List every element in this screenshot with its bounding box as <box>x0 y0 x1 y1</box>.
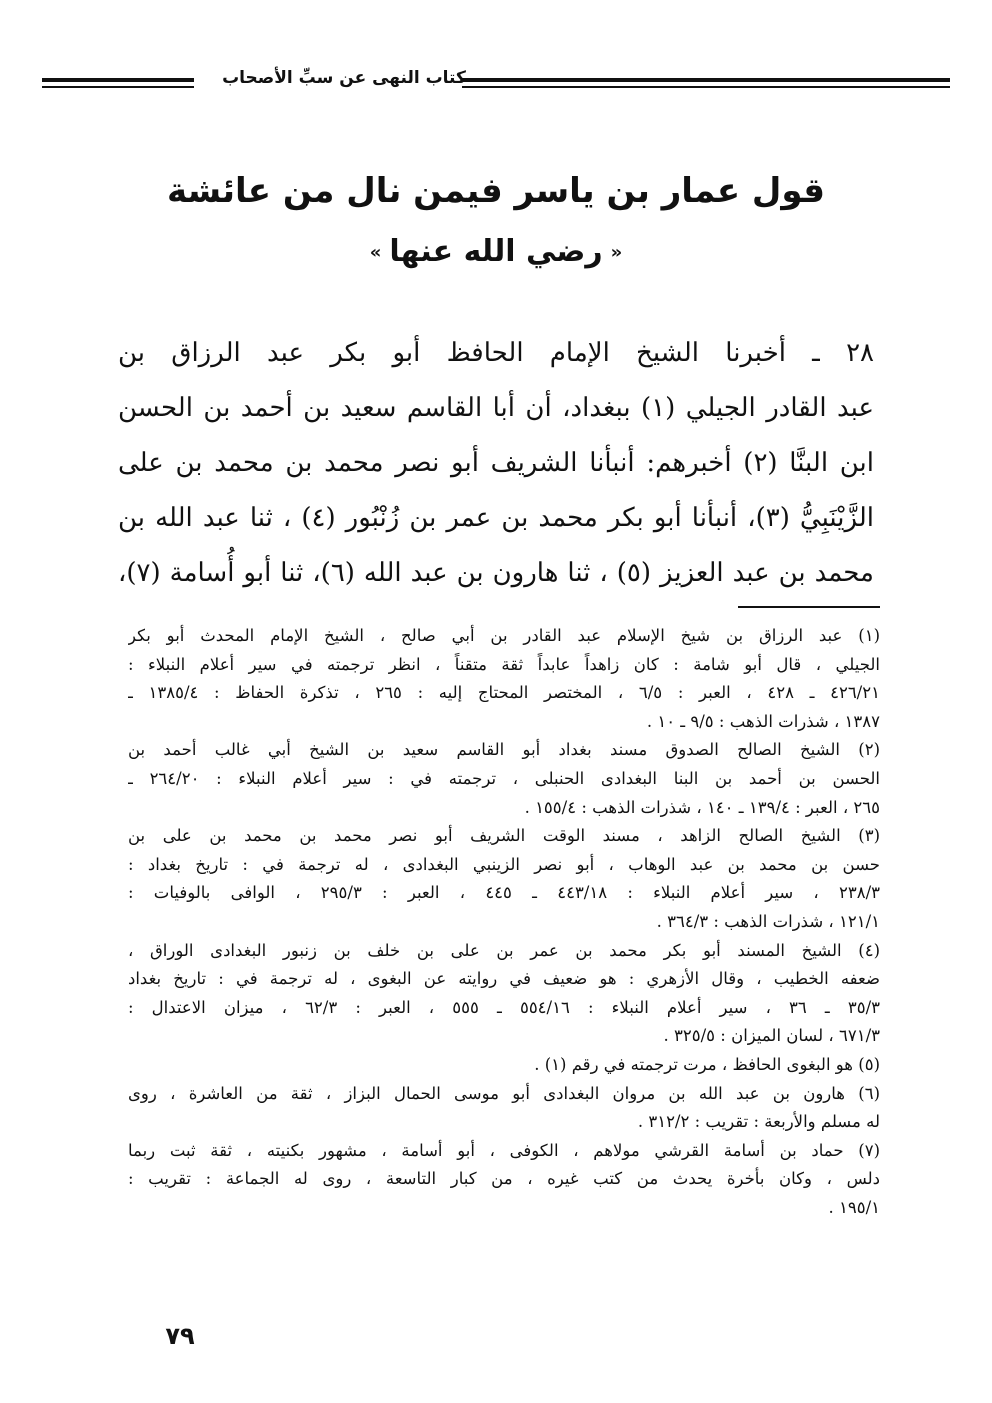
title-main: قول عمار بن ياسر فيمن نال من عائشة <box>167 171 825 211</box>
body-line: ٢٨ ـ أخبرنا الشيخ الإمام الحافظ أبو بكر عبد الرزاق بن <box>118 338 874 368</box>
footnote-3 <box>128 822 880 936</box>
footnote-line: ٣٥/٣ ـ ٣٦ ، سير أعلام النبلاء : ٥٥٤/١٦ ـ ٥٥٥ ، العبر : ٦٢/٣ ، ميزان الاعتدال : <box>128 997 880 1017</box>
footnote-line: ٢٦٥ ، العبر : ١٣٩/٤ ـ ١٤٠ ، شذرات الذهب : ١٥٥/٤ . <box>524 797 880 817</box>
footnote-6 <box>128 1080 880 1137</box>
footnote-line: (٣) الشيخ الصالح الزاهد ، مسند الوقت الشريف أبو نصر محمد بن محمد بن على بن <box>128 826 880 846</box>
running-title: كتاب النهى عن سبِّ الأصحاب <box>222 68 466 88</box>
main-text <box>118 326 874 601</box>
body-line: محمد بن عبد العزيز (٥) ، ثنا هارون بن عبد الله (٦)، ثنا أبو أُسامة (٧)، <box>118 558 874 588</box>
body-line: ابن البنَّا (٢) أخبرهم: أنبأنا الشريف أبو نصر محمد بن محمد بن على <box>118 448 874 478</box>
footnote-line: الحسن بن أحمد بن البنا البغدادى الحنبلى ، ترجمته في : سير أعلام النبلاء : ٢٦٤/٢٠ ـ <box>128 768 880 788</box>
chapter-title <box>0 168 992 273</box>
footnote-line: ١٩٥/١ . <box>828 1197 880 1217</box>
footnote-line: ضعفه الخطيب ، وقال الأزهري : هو ضعيف في روايته عن البغوى ، له ترجمة في : تاريخ بغداد <box>128 969 880 989</box>
footnote-line: دلس ، وكان بأخرة يحدث من كتب غيره ، من كبار التاسعة ، روى له الجماعة : تقريب : <box>128 1169 880 1189</box>
header-rule-right <box>462 78 950 92</box>
footnotes <box>128 622 880 1222</box>
footnote-line: (٥) هو البغوى الحافظ ، مرت ترجمته في رقم (١) . <box>534 1054 880 1074</box>
footnote-separator <box>738 606 880 608</box>
footnote-line: ٤٢٦/٢١ ـ ٤٢٨ ، العبر : ٦/٥ ، المختصر المحتاج إليه : ٢٦٥ ، تذكرة الحفاظ : ١٣٨٥/٤ ـ <box>128 683 880 703</box>
footnote-line: ٢٣٨/٣ ، سير أعلام النبلاء : ٤٤٣/١٨ ـ ٤٤٥ ، العبر : ٢٩٥/٣ ، الوافى بالوفيات : <box>128 883 880 903</box>
header-rule-left <box>42 78 194 92</box>
footnote-line: (٧) حماد بن أسامة القرشي مولاهم ، الكوفى ، أبو أسامة ، مشهور بكنيته ، ثقة ثبت ربما <box>128 1140 880 1160</box>
footnote-5 <box>128 1051 880 1080</box>
title-sub-text: رضي الله عنها <box>389 234 603 269</box>
body-line: الزَّيْنَبِيُّ (٣)، أنبأنا أبو بكر محمد بن عمر بن زُنْبُور (٤) ، ثنا عبد الله بن <box>118 503 874 533</box>
footnote-4 <box>128 937 880 1051</box>
quote-open: « <box>610 241 623 263</box>
footnote-line: (٦) هارون بن عبد الله بن مروان البغدادى أبو موسى الحمال البزاز ، ثقة من العاشرة ، روى <box>128 1083 880 1103</box>
footnote-line: ١٣٨٧ ، شذرات الذهب : ٩/٥ ـ ١٠ . <box>646 711 880 731</box>
footnote-line: (٤) الشيخ المسند أبو بكر محمد بن عمر بن على بن خلف بن زنبور البغدادى الوراق ، <box>128 940 880 960</box>
footnote-1 <box>128 622 880 736</box>
footnote-line: ٦٧١/٣ ، لسان الميزان : ٣٢٥/٥ . <box>663 1026 880 1046</box>
page-number: ٧٩ <box>165 1322 195 1350</box>
quote-close: » <box>369 241 382 263</box>
footnote-line: (٢) الشيخ الصالح الصدوق مسند بغداد أبو القاسم سعيد بن الشيخ أبي غالب أحمد بن <box>128 740 880 760</box>
footnote-line: حسن بن محمد بن عبد الوهاب ، أبو نصر الزينبي البغدادى ، له ترجمة في : تاريخ بغداد : <box>128 854 880 874</box>
title-sub <box>0 232 992 273</box>
footnote-line: له مسلم والأربعة : تقريب : ٣١٢/٢ . <box>637 1112 880 1132</box>
body-line: عبد القادر الجيلي (١) ببغداد، أن أبا القاسم سعيد بن أحمد بن الحسن <box>118 393 874 423</box>
footnote-7 <box>128 1137 880 1223</box>
footnote-line: ١٢١/١ ، شذرات الذهب : ٣٦٤/٣ . <box>656 911 880 931</box>
footnote-line: (١) عبد الرزاق بن شيخ الإسلام عبد القادر بن أبي صالح ، الشيخ الإمام المحدث أبو بكر <box>128 626 880 645</box>
footnote-2 <box>128 736 880 822</box>
footnote-line: الجيلي ، قال أبو شامة : كان زاهداً عابداً ثقة متقناً ، انظر ترجمته في سير أعلام النبلاء : <box>128 654 880 674</box>
running-header <box>42 60 950 110</box>
